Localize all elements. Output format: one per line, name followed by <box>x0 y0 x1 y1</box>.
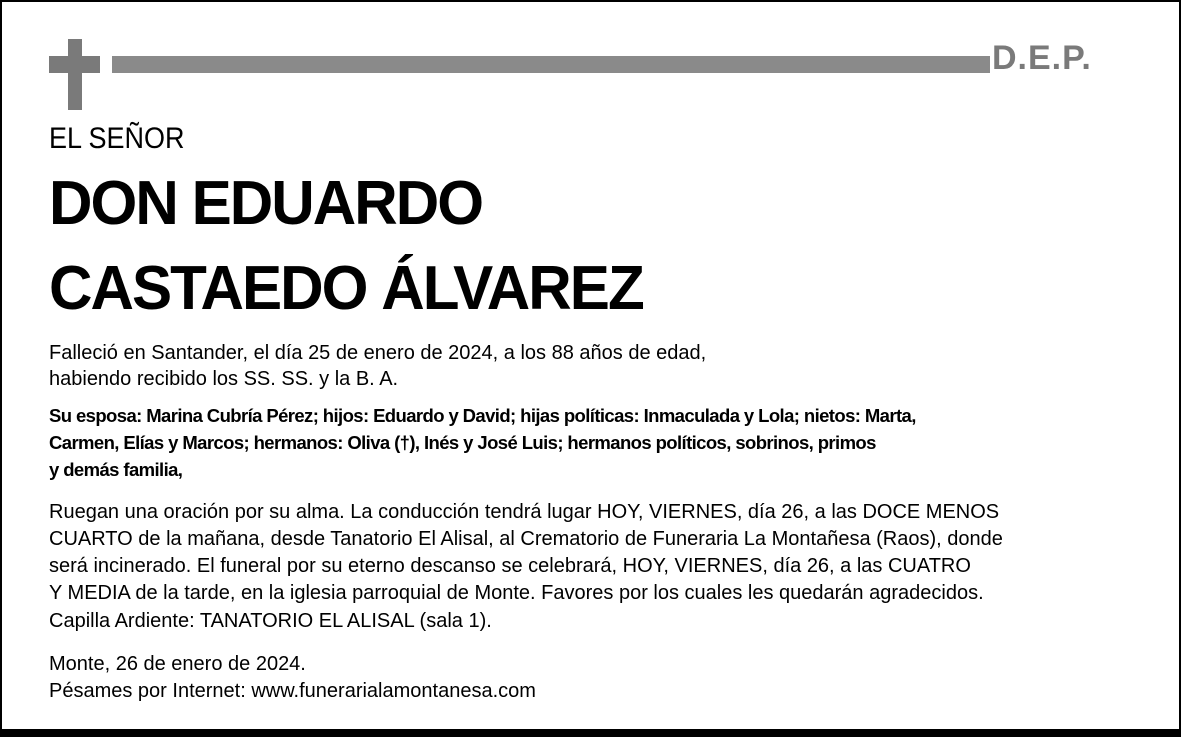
cross-icon-arm <box>49 56 100 73</box>
dep-label: D.E.P. <box>992 39 1092 77</box>
family-text-line: Su esposa: Marina Cubría Pérez; hijos: Eduardo y David; hijas políticas: Inmaculada y Lola; nietos: Marta, <box>49 405 916 426</box>
place-date: Monte, 26 de enero de 2024. <box>49 653 306 675</box>
ceremony-text-line: Ruegan una oración por su alma. La conducción tendrá lugar HOY, VIERNES, día 26, a las DOCE MENOS <box>49 501 1000 523</box>
condolences-website: Pésames por Internet: www.funerarialamontanesa.com <box>49 680 536 702</box>
ceremony-text-line: será incinerado. El funeral por su eterno descanso se celebrará, HOY, VIERNES, día 26, a las CUATRO <box>49 555 971 577</box>
header-rule <box>112 56 990 73</box>
deceased-name-line-1: DON EDUARDO <box>49 169 483 238</box>
deceased-name-line-2: CASTAEDO ÁLVAREZ <box>49 254 643 323</box>
death-text-line: habiendo recibido los SS. SS. y la B. A. <box>49 368 399 390</box>
family-text-line: Carmen, Elías y Marcos; hermanos: Oliva (†), Inés y José Luis; hermanos políticos, sobrinos, primos <box>49 432 876 453</box>
intro-label: EL SEÑOR <box>49 122 185 155</box>
ceremony-text-line: Y MEDIA de la tarde, en la iglesia parroquial de Monte. Favores por los cuales les quedarán agradecidos. <box>49 582 984 604</box>
ceremony-text-line: CUARTO de la mañana, desde Tanatorio El Alisal, al Crematorio de Funeraria La Montañesa (Raos), donde <box>49 528 1003 550</box>
death-text-line: Falleció en Santander, el día 25 de enero de 2024, a los 88 años de edad, <box>49 342 707 364</box>
ceremony-text-line: Capilla Ardiente: TANATORIO EL ALISAL (sala 1). <box>49 610 492 632</box>
family-text-line: y demás familia, <box>49 459 183 480</box>
cross-icon <box>68 39 82 110</box>
